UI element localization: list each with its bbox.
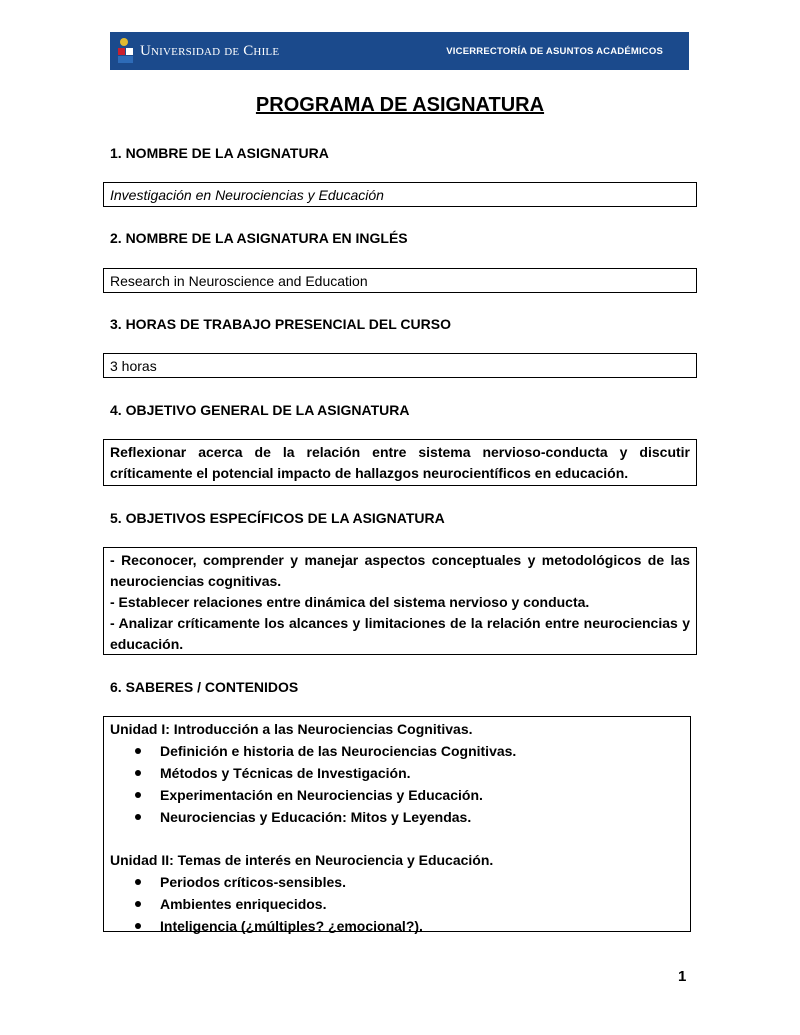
bullet-icon — [135, 901, 141, 907]
university-name: Universidad de Chile — [140, 42, 280, 59]
bullet-icon — [135, 879, 141, 885]
section-6-content — [103, 716, 691, 932]
list-item — [110, 806, 684, 828]
university-branding — [118, 38, 279, 64]
section-3-content: 3 horas — [103, 353, 697, 378]
list-item-text: Ambientes enriquecidos. — [160, 896, 327, 912]
section-5-content — [103, 547, 697, 655]
bullet-icon — [135, 792, 141, 798]
unit-1-title: Unidad I: Introducción a las Neurociencias Cognitivas. — [110, 721, 473, 737]
list-item — [110, 784, 684, 806]
list-item — [110, 740, 684, 762]
section-3-heading: 3. HORAS DE TRABAJO PRESENCIAL DEL CURSO — [110, 316, 451, 332]
page-title: PROGRAMA DE ASIGNATURA — [255, 94, 545, 116]
list-item-text: Neurociencias y Educación: Mitos y Leyendas. — [160, 809, 472, 825]
section-2-heading: 2. NOMBRE DE LA ASIGNATURA EN INGLÉS — [110, 230, 408, 246]
bullet-icon — [135, 770, 141, 776]
list-item-text: Experimentación en Neurociencias y Educación. — [160, 787, 483, 803]
bullet-icon — [135, 923, 141, 929]
university-crest-icon — [118, 38, 134, 64]
unit-2-list — [110, 871, 684, 937]
list-item-text: Métodos y Técnicas de Investigación. — [160, 765, 411, 781]
list-item — [110, 915, 684, 937]
specific-objective-2: - Establecer relaciones entre dinámica del sistema nervioso y conducta. — [110, 594, 590, 610]
list-item — [110, 893, 684, 915]
list-item-text: Definición e historia de las Neurociencias Cognitivas. — [160, 743, 517, 759]
section-4-content: Reflexionar acerca de la relación entre sistema nervioso-conducta y discutir críticamente el potencial impacto de hallazgos neurocientíficos en educación. — [103, 439, 697, 486]
header-banner — [110, 32, 689, 70]
list-item-text: Periodos críticos-sensibles. — [160, 874, 346, 890]
section-1-content: Investigación en Neurociencias y Educación — [103, 182, 697, 207]
list-item — [110, 871, 684, 893]
section-6-heading: 6. SABERES / CONTENIDOS — [110, 679, 299, 695]
unit-2-title: Unidad II: Temas de interés en Neurociencia y Educación. — [110, 852, 494, 868]
list-item-text: Inteligencia (¿múltiples? ¿emocional?). — [160, 918, 423, 934]
bullet-icon — [135, 748, 141, 754]
bullet-icon — [135, 814, 141, 820]
section-4-heading: 4. OBJETIVO GENERAL DE LA ASIGNATURA — [110, 402, 410, 418]
specific-objective-3: - Analizar críticamente los alcances y limitaciones de la relación entre neurociencias y educación. — [110, 615, 690, 652]
page-number: 1 — [678, 968, 687, 985]
unit-1-list — [110, 740, 684, 828]
specific-objective-1: - Reconocer, comprender y manejar aspectos conceptuales y metodológicos de las neurociencias cognitivas. — [110, 552, 690, 589]
section-2-content: Research in Neuroscience and Education — [103, 268, 697, 293]
vicerrectoria-label: VICERRECTORÍA DE ASUNTOS ACADÉMICOS — [446, 45, 663, 57]
section-5-heading: 5. OBJETIVOS ESPECÍFICOS DE LA ASIGNATURA — [110, 510, 445, 526]
list-item — [110, 762, 684, 784]
section-1-heading: 1. NOMBRE DE LA ASIGNATURA — [110, 145, 329, 161]
